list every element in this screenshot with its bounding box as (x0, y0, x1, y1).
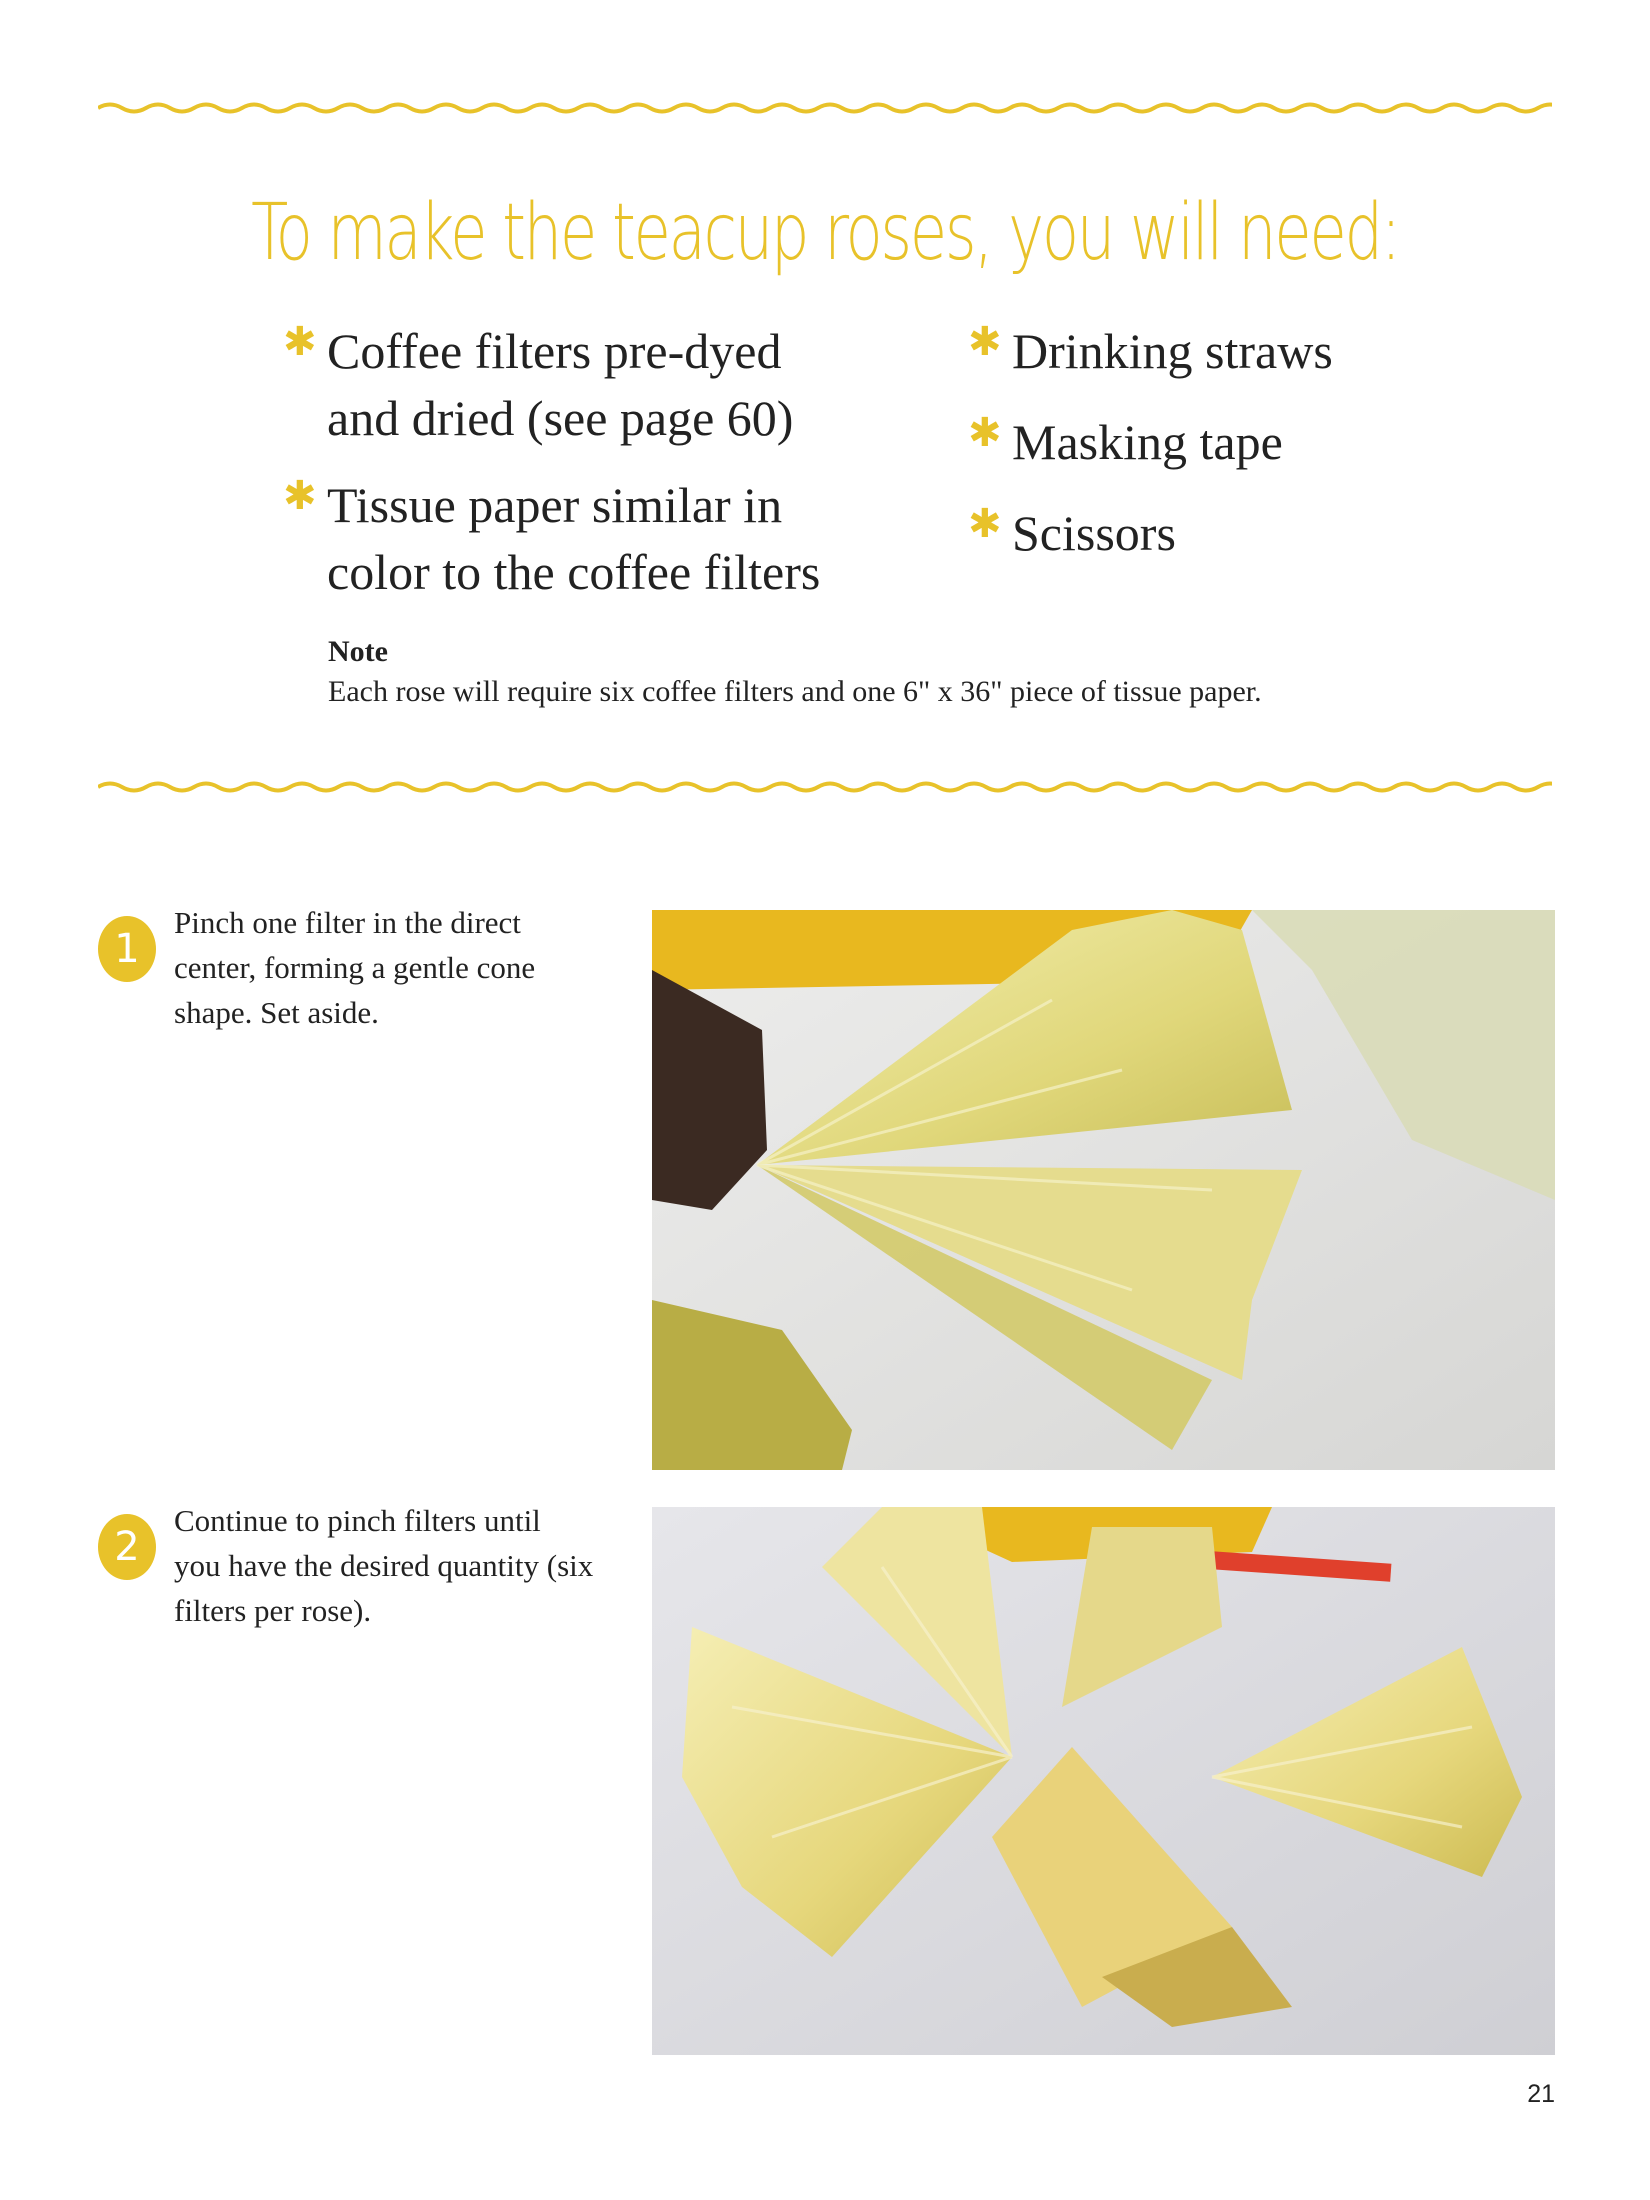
supply-item (968, 409, 1468, 476)
supply-item-line: Tissue paper similar in (327, 477, 783, 533)
supply-item (968, 318, 1468, 385)
supply-item-label: Masking tape (1012, 414, 1283, 470)
supply-item (968, 500, 1468, 567)
step-number-badge: 1 (98, 916, 156, 982)
page-title: To make the teacup roses, you will need: (251, 188, 1399, 278)
supplies-list-right (968, 318, 1468, 591)
supply-item-line: Coffee filters pre-dyed (327, 323, 782, 379)
decorative-wave-divider-bottom (98, 775, 1552, 799)
step-2-photo-pinched-filters (652, 1507, 1555, 2055)
asterisk-bullet-icon: ✱ (283, 319, 317, 365)
note-title: Note (328, 635, 388, 668)
supply-item-line: color to the coffee filters (327, 544, 821, 600)
supply-item (283, 318, 883, 452)
supply-item-line: and dried (see page 60) (327, 390, 794, 446)
note-text: Each rose will require six coffee filters and one 6" x 36" piece of tissue paper. (328, 675, 1262, 708)
note-block (328, 632, 1528, 712)
supply-item (283, 472, 883, 606)
decorative-wave-divider-top (98, 96, 1552, 120)
step-text: Pinch one filter in the direct center, forming a gentle cone shape. Set aside. (174, 905, 536, 1030)
page-number: 21 (1527, 2080, 1555, 2108)
step-2 (98, 1498, 598, 1633)
step-number-badge: 2 (98, 1514, 156, 1580)
supplies-list-left (283, 318, 883, 626)
step-text: Continue to pinch filters until you have the desired quantity (six filters per rose). (174, 1503, 594, 1628)
step-1 (98, 900, 598, 1035)
asterisk-bullet-icon: ✱ (968, 410, 1002, 456)
asterisk-bullet-icon: ✱ (283, 473, 317, 519)
supply-item-label: Scissors (1012, 505, 1176, 561)
step-1-photo-pinched-filter (652, 910, 1555, 1470)
supply-item-label: Drinking straws (1012, 323, 1333, 379)
asterisk-bullet-icon: ✱ (968, 319, 1002, 365)
asterisk-bullet-icon: ✱ (968, 501, 1002, 547)
